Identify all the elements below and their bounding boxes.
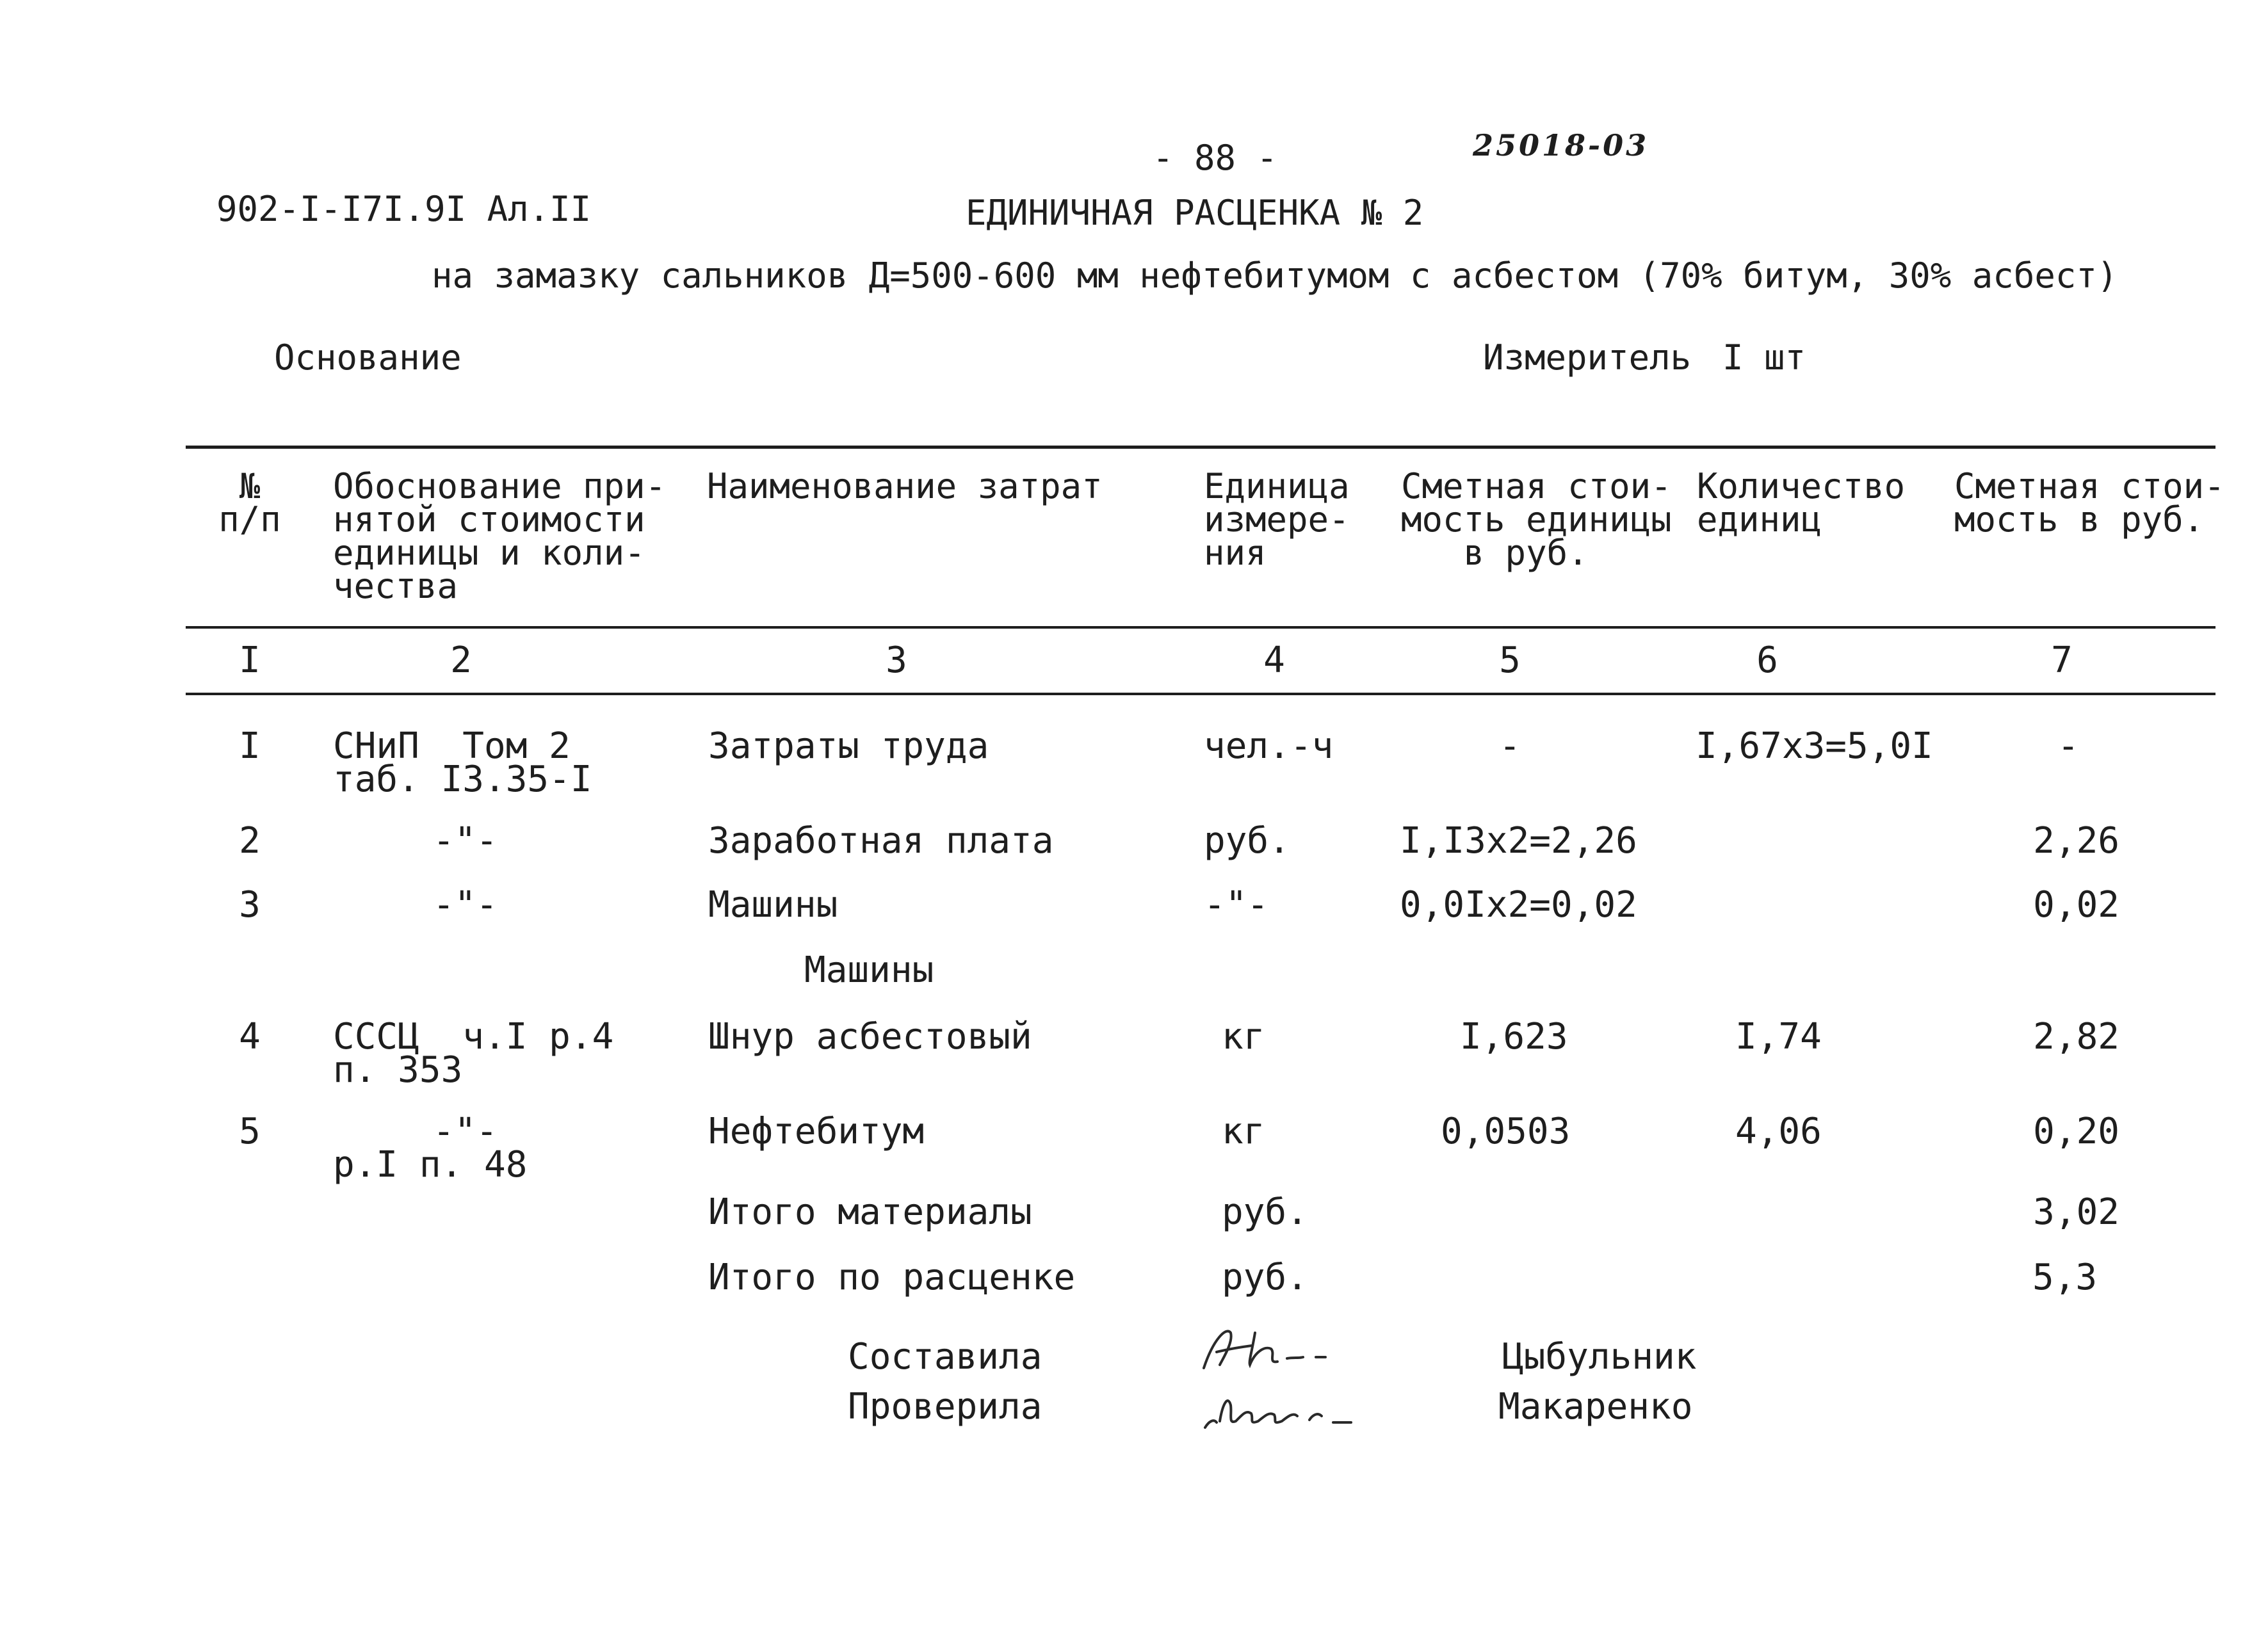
row-unit-price: -	[1499, 725, 1521, 767]
signature-checked-icon	[1197, 1370, 1357, 1440]
row-name: Нефтебитум	[708, 1111, 925, 1152]
column-number: I	[239, 640, 261, 681]
row-unit: руб.	[1204, 820, 1290, 862]
header-col-unit-price: Сметная стои- мость единицы в руб.	[1401, 466, 1672, 573]
row-unit: чел.-ч	[1204, 725, 1334, 767]
row-total: 3,02	[2033, 1191, 2119, 1233]
row-name: Машины	[708, 884, 838, 926]
column-number: 4	[1263, 640, 1285, 681]
row-name: Шнур асбестовый	[708, 1016, 1032, 1058]
measure-label: Измеритель	[1483, 337, 1692, 378]
row-number: 4	[239, 1016, 261, 1058]
table-top-rule	[186, 446, 2215, 449]
page-number: - 88 -	[1153, 138, 1278, 178]
row-total: 2,82	[2033, 1016, 2119, 1058]
compiled-label: Составила	[848, 1336, 1042, 1378]
column-number: 3	[886, 640, 907, 681]
header-col-unit: Единица измере- ния	[1204, 466, 1350, 573]
basis-label: Основание	[274, 337, 462, 378]
row-name: Затраты труда	[708, 725, 989, 767]
row-basis: -"- р.I п. 48	[333, 1111, 528, 1186]
column-number: 7	[2051, 640, 2073, 681]
row-name: Итого по расценке	[708, 1257, 1076, 1298]
header-col-no: № п/п	[218, 466, 281, 540]
row-total: 5,3	[2032, 1257, 2098, 1298]
row-quantity: 4,06	[1735, 1111, 1822, 1152]
row-quantity: I,67х3=5,0I	[1696, 725, 1933, 767]
table-header-rule	[186, 626, 2215, 629]
header-col-quantity: Количество единиц	[1697, 466, 1906, 540]
row-number: I	[239, 725, 261, 767]
checked-label: Проверила	[848, 1386, 1042, 1428]
row-unit-price: I,623	[1460, 1016, 1568, 1058]
row-number: 2	[239, 820, 261, 862]
row-unit: -"-	[1204, 884, 1269, 926]
compiled-name: Цыбульник	[1502, 1336, 1697, 1378]
header-col-name: Наименование затрат	[707, 466, 1103, 506]
row-total: 2,26	[2033, 820, 2119, 862]
row-basis: СНиП Том 2 таб. I3.35-I	[333, 725, 592, 800]
document-code: 902-I-I7I.9I Ал.II	[216, 189, 592, 229]
row-name: Заработная плата	[708, 820, 1054, 862]
row-basis: СССЦ ч.I р.4 п. 353	[333, 1016, 614, 1091]
row-total: 0,20	[2033, 1111, 2119, 1152]
row-number: 5	[239, 1111, 261, 1152]
row-quantity: I,74	[1735, 1016, 1822, 1058]
row-basis: -"-	[433, 884, 498, 926]
row-total: 0,02	[2033, 884, 2119, 926]
document-title: ЕДИНИЧНАЯ РАСЦЕНКА № 2	[966, 193, 1424, 233]
column-number: 2	[450, 640, 472, 681]
row-number: 3	[239, 884, 261, 926]
row-total: -	[2057, 725, 2079, 767]
row-unit-price: 0,0Iх2=0,02	[1400, 884, 1637, 926]
stamp-number: 25018-03	[1473, 128, 1649, 163]
document-subtitle: на замазку сальников Д=500-600 мм нефтебитумом с асбестом (70% битум, 30% асбест)	[432, 255, 2118, 296]
table-numbers-rule	[186, 693, 2215, 695]
row-unit: кг	[1222, 1111, 1265, 1152]
row-basis: -"-	[433, 820, 498, 862]
row-unit: кг	[1222, 1016, 1265, 1058]
column-number: 6	[1756, 640, 1778, 681]
row-name: Итого материалы	[708, 1191, 1032, 1233]
row-unit-price: 0,0503	[1441, 1111, 1571, 1152]
header-col-total: Сметная стои- мость в руб.	[1954, 466, 2225, 540]
row-unit: руб.	[1222, 1257, 1308, 1298]
row-unit-price: I,I3х2=2,26	[1400, 820, 1637, 862]
header-col-basis: Обоснование при- нятой стоимости единицы и коли- чества	[333, 466, 667, 606]
row-unit: руб.	[1222, 1191, 1308, 1233]
checked-name: Макаренко	[1498, 1386, 1693, 1428]
measure-value: I шт	[1722, 337, 1806, 378]
section-header: Машины	[804, 949, 934, 991]
column-number: 5	[1499, 640, 1521, 681]
